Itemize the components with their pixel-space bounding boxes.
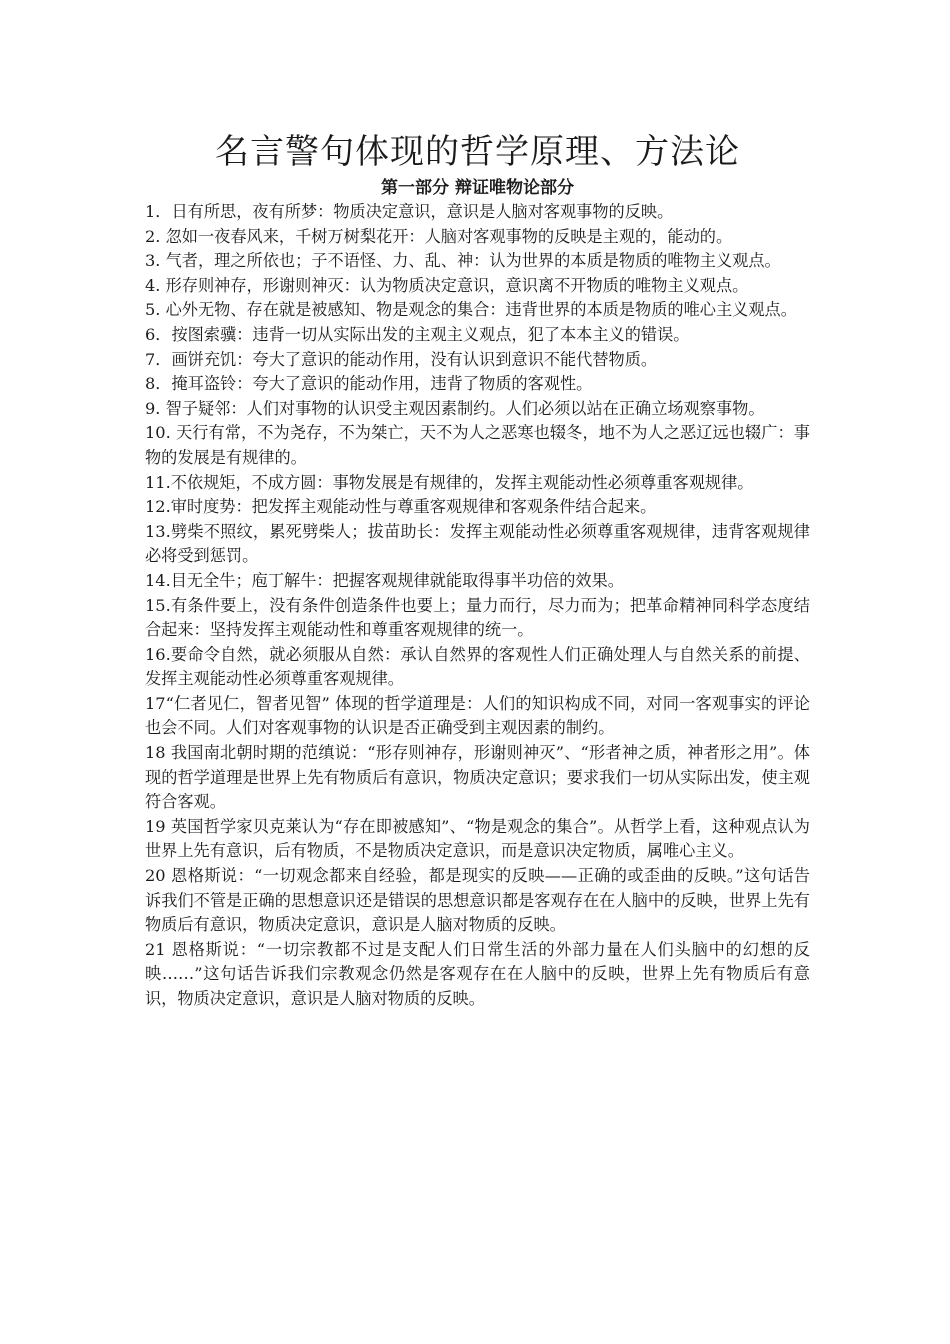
list-item: 5. 心外无物、存在就是被感知、物是观念的集合：违背世界的本质是物质的唯心主义观点。 bbox=[145, 300, 797, 320]
list-item: 17“仁者见仁，智者见智” 体现的哲学道理是：人们的知识构成不同，对同一客观事实的评论也会不同。人们对客观事物的认识是否正确受到主观因素的制约。 bbox=[145, 693, 810, 738]
list-item: 12.审时度势：把发挥主观能动性与尊重客观规律和客观条件结合起来。 bbox=[145, 497, 657, 517]
list-item: 13.劈柴不照纹，累死劈柴人；拔苗助长：发挥主观能动性必须尊重客观规律，违背客观规律必将受到惩罚。 bbox=[145, 521, 810, 566]
list-item: 15.有条件要上，没有条件创造条件也要上；量力而行，尽力而为；把革命精神同科学态度结合起来：坚持发挥主观能动性和尊重客观规律的统一。 bbox=[145, 595, 810, 640]
list-item: 1．日有所思，夜有所梦：物质决定意识，意识是人脑对客观事物的反映。 bbox=[145, 202, 674, 221]
list-item: 14.目无全牛；庖丁解牛：把握客观规律就能取得事半功倍的效果。 bbox=[145, 570, 624, 590]
list-item: 18 我国南北朝时期的范缜说：“形存则神存，形谢则神灭”、“形者神之质，神者形之用”。体现的哲学道理是世界上先有物质后有意识，物质决定意识；要求我们一切从实际出发，使主观符合客观。 bbox=[145, 743, 810, 812]
list-item: 10. 天行有常，不为尧存，不为桀亡，天不为人之恶寒也辍冬，地不为人之恶辽远也辍广：事物的发展是有规律的。 bbox=[145, 423, 810, 467]
list-item: 3. 气者，理之所依也；子不语怪、力、乱、神：认为世界的本质是物质的唯物主义观点。 bbox=[145, 251, 781, 271]
list-item: 4. 形存则神存，形谢则神灭：认为物质决定意识，意识离不开物质的唯物主义观点。 bbox=[145, 275, 749, 295]
list-item: 6．按图索骥：违背一切从实际出发的主观主义观点，犯了本本主义的错误。 bbox=[145, 324, 690, 344]
section-heading: 第一部分 辩证唯物论部分 bbox=[381, 178, 574, 198]
list-item: 7．画饼充饥：夸大了意识的能动作用，没有认识到意识不能代替物质。 bbox=[145, 349, 658, 369]
document-page bbox=[145, 128, 810, 1012]
list-item: 21 恩格斯说：“一切宗教都不过是支配人们日常生活的外部力量在人们头脑中的幻想的反映……”这句话告诉我们宗教观念仍然是客观存在在人脑中的反映，世界上先有物质后有意识，物质决定意识，意识是人脑对物质的反映。 bbox=[145, 939, 810, 1008]
list-item: 16.要命令自然，就必须服从自然：承认自然界的客观性人们正确处理人与自然关系的前提、发挥主观能动性必须尊重客观规律。 bbox=[145, 644, 810, 689]
list-item: 19 英国哲学家贝克莱认为“存在即被感知”、“物是观念的集合”。从哲学上看，这种观点认为世界上先有意识，后有物质，不是物质决定意识，而是意识决定物质，属唯心主义。 bbox=[145, 816, 810, 861]
list-item: 9. 智子疑邻：人们对事物的认识受主观因素制约。人们必须以站在正确立场观察事物。 bbox=[145, 398, 765, 418]
list-item: 8．掩耳盗铃：夸大了意识的能动作用，违背了物质的客观性。 bbox=[145, 374, 593, 394]
list-item: 11.不依规矩，不成方圆：事物发展是有规律的，发挥主观能动性必须尊重客观规律。 bbox=[145, 472, 754, 492]
list-item: 20 恩格斯说：“一切观念都来自经验，都是现实的反映——正确的或歪曲的反映。”这句话告诉我们不管是正确的思想意识还是错误的思想意识都是客观存在在人脑中的反映，世界上先有物质后有意识，物质决定意识，意识是人脑对物质的反映。 bbox=[145, 866, 810, 935]
list-item: 2. 忽如一夜春风来，千树万树梨花开：人脑对客观事物的反映是主观的，能动的。 bbox=[145, 226, 733, 246]
document-title: 名言警句体现的哲学原理、方法论 bbox=[215, 132, 740, 172]
quote-list bbox=[145, 200, 810, 1012]
